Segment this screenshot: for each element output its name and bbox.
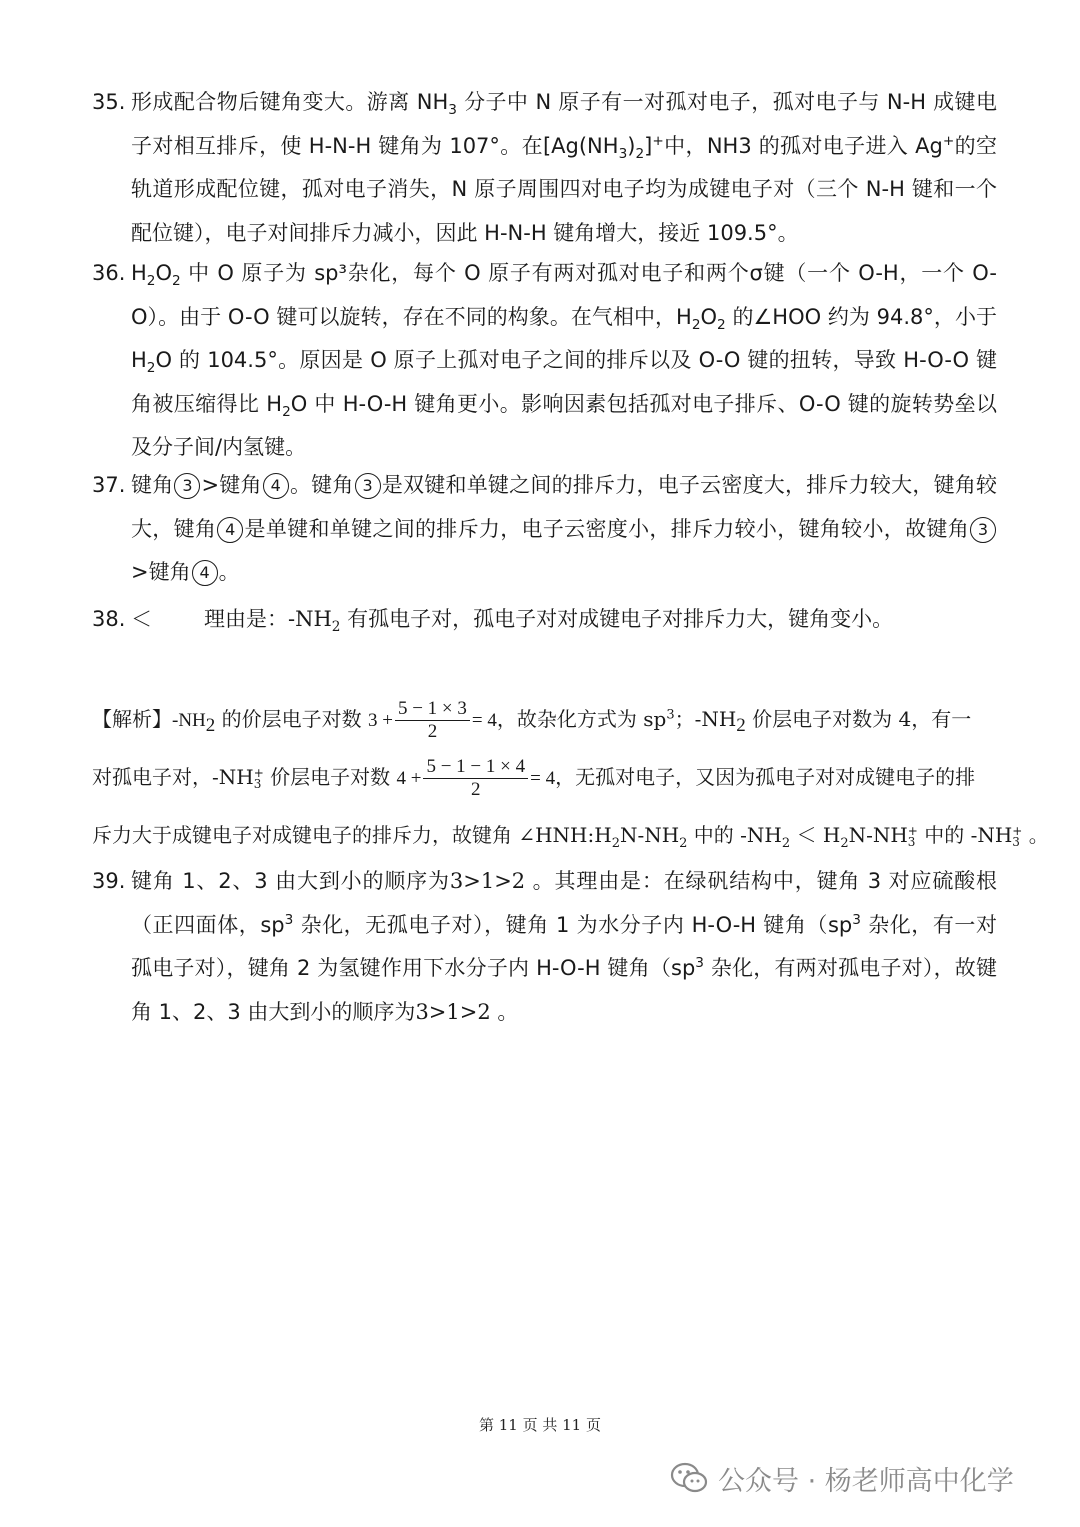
item-number: 35. (92, 90, 126, 114)
fraction: $\frac{5 - 1 \times 3}{2}$ (395, 699, 470, 742)
circled-4: 4 (192, 560, 218, 586)
answer-36 (92, 252, 997, 470)
answer-38 (92, 598, 997, 642)
circled-3: 3 (355, 473, 381, 499)
answer-38-text: ＜ 理由是：$-NH_2$ 有孤电子对，孤电子对对成键电子对排斥力大，键角变小。 (131, 607, 894, 636)
answer-39 (92, 860, 997, 1034)
circled-4: 4 (263, 473, 289, 499)
watermark (670, 1455, 1014, 1501)
analysis-tag: 【解析】 (92, 707, 172, 731)
answer-37-text: 键角 3 >键角 4 。键角 3 是双键和单键之间的排斥力，电子云密度大，排斥力较大，键角较大，键角 4 是单键和单键之间的排斥力，电子云密度小，排斥力较小，键角较小，故键角 3>键角 4 。 (131, 473, 998, 584)
item-number: 36. (92, 261, 126, 285)
page-footer: 第 11 页 共 11 页 (478, 1416, 601, 1434)
circled-4: 4 (217, 517, 243, 543)
wechat-icon (670, 1461, 708, 1495)
watermark-text: 公众号 · 杨老师高中化学 (718, 1465, 1014, 1497)
analysis-line-2: 对孤电子对，-NH + 3 价层电子对数 4 + $\frac{5 - 1 - 1 \times 4}{2}$ = 4，无孤对电子，又因为孤电子对对成键电子的排 (92, 756, 976, 800)
fraction: $\frac{5 - 1 - 1 \times 4}{2}$ (423, 757, 528, 800)
analysis-line-3: 斥力大于成键电子对成键电子的排斥力，故键角 $\angle HNH:H_2N-NH_2$ 中的 $-NH_2 < H_2N-NH$ + 3 中的 -NH + 3 。 (92, 823, 1049, 851)
answer-39-text: 键角 1、2、3 由大到小的顺序为3>1>2 。其理由是：在绿矾结构中，键角 3 对应硫酸根（正四面体，$sp^3$ 杂化，无孤电子对），键角 1 为水分子内 H-O-H 键角（$sp^3$ 杂化，有一对孤电子对），键角 2 为氢键作用下水分子内 H-O-H 键角（$sp^3$ 杂化，有两对孤电子对），故键角 1、2、3 由大到小的顺序为3>1>2 。 (131, 869, 998, 1024)
circled-3: 3 (970, 517, 996, 543)
answer-37 (92, 464, 997, 595)
analysis-line-1: 【解析】$-NH_2$ 的价层电子对数 3 + $\frac{5 - 1 \times 3}{2}$ = 4，故杂化方式为 $sp^3$；$-NH_2$ 价层电子对数为 4，有一 (92, 698, 972, 742)
answer-35 (92, 81, 997, 255)
answer-35-text: 形成配合物后键角变大。游离 $NH_3$ 分子中 N 原子有一对孤对电子，孤对电子与 N-H 成键电子对相互排斥，使 H-N-H 键角为 107°。在$[Ag(NH_3)_2]^+$中，NH3 的孤对电子进入 Ag+的空轨道形成配位键，孤对电子消失，N 原子周围四对电子均为成键电子对（三个 N-H 键和一个配位键），电子对间排斥力减小，因此 H-N-H 键角增大，接近 109.5°。 (131, 90, 998, 245)
circled-3: 3 (174, 473, 200, 499)
item-number: 37. (92, 473, 126, 497)
item-number: 39. (92, 869, 126, 893)
answer-36-text: $H_2O_2$ 中 O 原子为 sp³杂化，每个 O 原子有两对孤对电子和两个σ键（一个 O-H，一个 O-O）。由于 O-O 键可以旋转，存在不同的构象。在气相中，$H_2O_2$ 的∠HOO 约为 94.8°，小于 $H_2O$ 的 104.5°。原因是 O 原子上孤对电子之间的排斥以及 O-O 键的扭转，导致 H-O-O 键角被压缩得比 $H_2O$ 中 H-O-H 键角更小。影响因素包括孤对电子排斥、O-O 键的旋转势垒以及分子间/内氢键。 (131, 261, 997, 459)
item-number: 38. (92, 607, 126, 631)
analysis-block (92, 690, 1049, 864)
